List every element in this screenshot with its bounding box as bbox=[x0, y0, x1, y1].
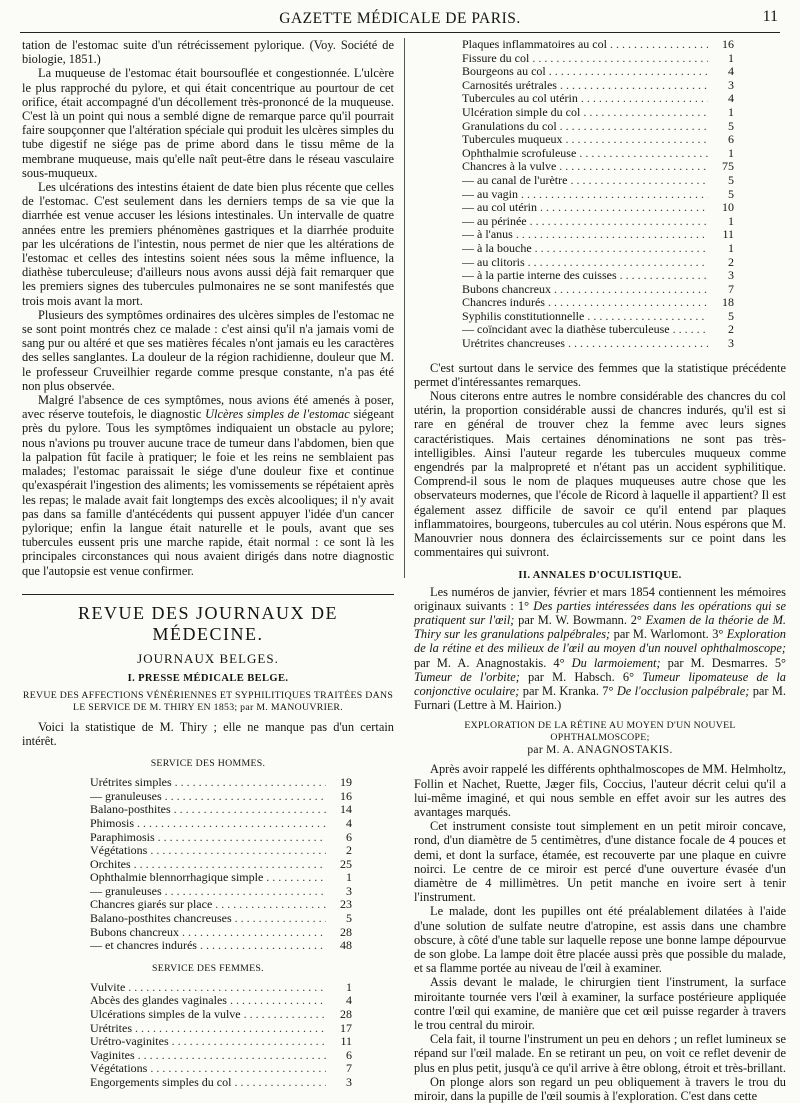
paragraph: Cela fait, il tourne l'instrument un peu en dehors ; un reflet lumineux se répand sur l'œil malade. En se retirant un peu, on voit ce reflet devenir de plus en plus petit, jusqu'à ce qu'il arrive à être oblong, étroit et très-brillant. bbox=[414, 1032, 786, 1075]
stats-row bbox=[90, 844, 352, 858]
stats-row bbox=[90, 939, 352, 953]
stats-value: 11 bbox=[340, 1034, 352, 1049]
stats-label-cell bbox=[462, 92, 708, 106]
stats-label: Végétations . . . bbox=[90, 844, 326, 857]
stats-value: 25 bbox=[340, 856, 352, 871]
stats-value: 14 bbox=[340, 802, 352, 817]
stats-row bbox=[90, 858, 352, 872]
service-femmes-heading: SERVICE DES FEMMES. bbox=[152, 962, 264, 974]
stats-value: 6 bbox=[728, 132, 734, 147]
stats-label: — au col utérin . . . bbox=[462, 201, 708, 214]
stats-label-cell bbox=[90, 939, 326, 953]
two-column-body bbox=[22, 37, 786, 1103]
stats-value: 23 bbox=[340, 897, 352, 912]
italic-run: Examen de la théorie de M. Thiry sur les granulations palpébrales; bbox=[414, 612, 786, 642]
stats-row bbox=[462, 120, 734, 134]
paragraph: Nous citerons entre autres le nombre considérable des chancres du col utérin, la proportion considérable aussi de chancres indurés, qu'il est si rare en général de trouver chez la femme avec leurs signes caractéristiques. Mais certaines dénominations ne sont pas très-intelligibles. Ainsi l'auteur regarde les tubercules muqueux comme engendrés par la malpropreté et n'étant pas un accident syphilitique. Comprend-il sous le nom de plaques muqueuses autre chose que les observateurs modernes, que l'école de Ricord à laquelle il appartient? Il est également assez difficile de savoir ce qu'il entend par plaques inflammatoires, bourgeons, tubercules au col utérin. Nous espérons que M. Manouvrier nous donnera des éclaircissements sur ce point dans les commentaires qui suivront. bbox=[414, 389, 786, 560]
paragraph: Voici la statistique de M. Thiry ; elle ne manque pas d'un certain intérêt. bbox=[22, 719, 394, 748]
stats-row bbox=[462, 201, 734, 215]
stats-value: 3 bbox=[346, 883, 352, 898]
stats-row bbox=[462, 92, 734, 106]
stats-value: 4 bbox=[346, 815, 352, 830]
stats-label-cell bbox=[462, 160, 708, 174]
stats-label-cell bbox=[462, 120, 708, 134]
stats-value: 7 bbox=[728, 281, 734, 296]
paragraph: Cet instrument consiste tout simplement en un petit miroir concave, rond, d'un diamètre de 5 centimètres, d'une distance focale de 4 pouces et demi, et dont la surface, étamée, est recouverte par une plaque en cuivre noirci. Le centre de ce miroir est percé d'une ouverture évasée d'un diamètre de 4 millimètres. Un petit manche en ivoire sert à tenir l'instrument. bbox=[414, 819, 786, 905]
stats-value: 4 bbox=[346, 993, 352, 1008]
article-heading-line: REVUE DES AFFECTIONS VÉNÉRIENNES ET SYPHILITIQUES TRAITÉES DANS bbox=[22, 689, 394, 701]
paragraph: Le malade, dont les pupilles ont été préalablement dilatées à l'aide d'une solution de sulfate neutre d'atropine, est assis dans une chambre obscure, à côté d'une table sur laquelle repose une bonne lampe dépourvue de son globe. La lampe doit être placée aussi près que possible du malade, et sa flamme portée au niveau de l'œil à examiner. bbox=[414, 904, 786, 976]
stats-label: — au canal de l'urètre . . . bbox=[462, 174, 708, 187]
stats-row bbox=[462, 106, 734, 120]
stats-row bbox=[90, 1049, 352, 1063]
stats-label-cell bbox=[90, 898, 326, 912]
stats-label: Chancres à la vulve . . . bbox=[462, 160, 708, 173]
stats-label-cell bbox=[462, 283, 708, 297]
stats-label: — au vagin . . . bbox=[462, 188, 708, 201]
stats-value: 3 bbox=[728, 268, 734, 283]
stats-value: 19 bbox=[340, 775, 352, 790]
stats-label: Chancres indurés . . . bbox=[462, 296, 708, 309]
stats-value: 2 bbox=[728, 322, 734, 337]
stats-row bbox=[462, 256, 734, 270]
stats-label: Végétations . . . bbox=[90, 1062, 326, 1075]
stats-row bbox=[90, 898, 352, 912]
stats-label-cell bbox=[462, 174, 708, 188]
stats-label-cell bbox=[90, 803, 326, 817]
stats-label-cell bbox=[462, 133, 708, 147]
stats-label: Vulvite . . . bbox=[90, 981, 326, 994]
stats-label: — à la partie interne des cuisses . . . bbox=[462, 269, 708, 282]
italic-run: Du larmoiement; bbox=[571, 655, 661, 670]
stats-label-cell bbox=[90, 994, 326, 1008]
stats-label: Urétrites chancreuses . . . bbox=[462, 337, 708, 350]
stats-value: 1 bbox=[728, 240, 734, 255]
italic-run: De l'occlusion palpébrale; bbox=[616, 683, 750, 698]
journaux-heading: JOURNAUX BELGES. bbox=[137, 650, 279, 666]
stats-value: 4 bbox=[728, 91, 734, 106]
text-run: par M. Desmarres. 5° bbox=[660, 655, 786, 670]
stats-label: Engorgements simples du col . . . bbox=[90, 1076, 326, 1089]
stats-value: 5 bbox=[728, 186, 734, 201]
stats-label: Phimosis . . . bbox=[90, 817, 326, 830]
stats-label-cell bbox=[90, 844, 326, 858]
stats-row bbox=[90, 885, 352, 899]
stats-row bbox=[462, 296, 734, 310]
stats-row bbox=[90, 803, 352, 817]
stats-label-cell bbox=[462, 147, 708, 161]
stats-value: 5 bbox=[728, 308, 734, 323]
stats-label-cell bbox=[90, 831, 326, 845]
italic-run: Ulcères simples de l'estomac bbox=[205, 407, 350, 422]
stats-value: 3 bbox=[728, 336, 734, 351]
stats-label: Ulcérations simples de la vulve . . . bbox=[90, 1008, 326, 1021]
text-run: par M. Kranka. 7° bbox=[519, 683, 617, 698]
italic-run: Tumeur lipomateuse de la conjonctive oculaire; bbox=[414, 669, 786, 698]
paragraph: Assis devant le malade, le chirurgien tient l'instrument, la surface miroitante tournée vers l'œil à examiner, la surface postérieure appliquée contre l'œil qui examine, de manière que cet œil puisse regarder à travers le trou central du miroir. bbox=[414, 975, 786, 1032]
exploration-heading-line: par M. A. ANAGNOSTAKIS. bbox=[527, 744, 673, 757]
stats-label: Balano-posthites . . . bbox=[90, 803, 326, 816]
stats-value: 18 bbox=[722, 295, 734, 310]
exploration-heading bbox=[414, 720, 786, 756]
service-hommes-heading: SERVICE DES HOMMES. bbox=[150, 758, 266, 770]
paragraph: tation de l'estomac suite d'un rétrécissement pylorique. (Voy. Société de biologie, 1851.) bbox=[22, 38, 394, 67]
text-run: par M. Warlomont. 3° bbox=[610, 627, 727, 642]
stats-label: Bubons chancreux . . . bbox=[462, 283, 708, 296]
stats-label: Abcès des glandes vaginales . . . bbox=[90, 994, 326, 1007]
stats-label-cell bbox=[90, 776, 326, 790]
stats-label-cell bbox=[462, 256, 708, 270]
paragraph: Après avoir rappelé les différents ophthalmoscopes de MM. Helmholtz, Follin et Nachet, Ruette, Jæger fils, Coccius, l'auteur décrit celui qu'il a lui-même imaginé, et qui nous semble en effet avoir sur les autres des avantages marqués. bbox=[414, 762, 786, 819]
stats-label-cell bbox=[462, 242, 708, 256]
stats-label-cell bbox=[462, 310, 708, 324]
text-run: Les numéros de janvier, février et mars 1854 contiennent les mémoires originaux suivants : 1° bbox=[414, 584, 786, 613]
italic-run: Des parties intéressées dans les opérations qui se pratiquent sur l'œil; bbox=[414, 598, 786, 627]
stats-row bbox=[90, 817, 352, 831]
text-run: par M. W. Bowmann. 2° bbox=[514, 612, 646, 627]
stats-label-cell bbox=[90, 1076, 326, 1090]
paragraph bbox=[414, 585, 786, 713]
stats-row bbox=[462, 269, 734, 283]
stats-label: Granulations du col . . . bbox=[462, 120, 708, 133]
stats-label-cell bbox=[90, 1035, 326, 1049]
stats-value: 16 bbox=[340, 788, 352, 803]
text-run: par M. Furnari (Lettre à M. Hairion.) bbox=[414, 683, 786, 713]
stats-label: Ulcération simple du col . . . bbox=[462, 106, 708, 119]
stats-row bbox=[90, 981, 352, 995]
stats-label: Vaginites . . . bbox=[90, 1049, 326, 1062]
stats-label-cell bbox=[462, 188, 708, 202]
stats-label-cell bbox=[90, 981, 326, 995]
stats-label-cell bbox=[90, 926, 326, 940]
stats-row bbox=[90, 926, 352, 940]
stats-row bbox=[90, 1062, 352, 1076]
stats-row bbox=[462, 174, 734, 188]
stats-row bbox=[462, 147, 734, 161]
stats-label-cell bbox=[462, 38, 708, 52]
stats-label-cell bbox=[90, 1062, 326, 1076]
stats-value: 5 bbox=[346, 911, 352, 926]
stats-table-hommes bbox=[90, 776, 352, 953]
stats-row bbox=[462, 188, 734, 202]
stats-row bbox=[462, 52, 734, 66]
stats-label: Plaques inflammatoires au col . . . bbox=[462, 38, 708, 51]
journal-title: GAZETTE MÉDICALE DE PARIS. bbox=[279, 10, 521, 27]
stats-row bbox=[90, 912, 352, 926]
text-run: Malgré l'absence de ces symptômes, nous avions été amenés à poser, avec réserve toutefois, le diagnostic bbox=[22, 393, 394, 422]
stats-label-cell bbox=[90, 858, 326, 872]
column-divider bbox=[404, 38, 405, 578]
exploration-heading-line: EXPLORATION DE LA RÉTINE AU MOYEN D'UN NOUVEL OPHTHALMOSCOPE; bbox=[464, 720, 736, 744]
stats-value: 5 bbox=[728, 172, 734, 187]
stats-label-cell bbox=[90, 871, 326, 885]
stats-row bbox=[90, 1035, 352, 1049]
stats-label-cell bbox=[90, 885, 326, 899]
stats-label: — coïncidant avec la diathèse tuberculeuse . . . bbox=[462, 323, 708, 336]
stats-value: 3 bbox=[346, 1075, 352, 1089]
review-title: REVUE DES JOURNAUX DE MÉDECINE. bbox=[78, 602, 338, 644]
right-column bbox=[414, 38, 786, 1103]
stats-label: Tubercules muqueux . . . bbox=[462, 133, 708, 146]
stats-row bbox=[462, 323, 734, 337]
stats-label: Bourgeons au col . . . bbox=[462, 65, 708, 78]
left-column bbox=[22, 38, 394, 1090]
stats-label: Fissure du col . . . bbox=[462, 52, 708, 65]
stats-label-cell bbox=[462, 201, 708, 215]
stats-value: 1 bbox=[728, 50, 734, 65]
stats-row bbox=[462, 283, 734, 297]
stats-value: 4 bbox=[728, 64, 734, 79]
text-run: par M. Habsch. 6° bbox=[519, 669, 643, 684]
stats-value: 2 bbox=[728, 254, 734, 269]
paragraph: La muqueuse de l'estomac était boursouflée et congestionnée. L'ulcère le plus rapproché du pylore, et qui était concentrique au pourtour de cet orifice, était accompagné d'un décollement très-prononcé de la muqueuse. C'est là un point qui nous a semblé digne de remarque parce qu'il pourrait faire soupçonner que l'altération spéciale qui produit les ulcères simples du tube digestif ne siége pas de prime abord dans le tissu même de la membrane muqueuse, mais qu'elle naît peut-être dans le réseau vasculaire sous-muqueux. bbox=[22, 66, 394, 180]
stats-row bbox=[90, 831, 352, 845]
stats-label: Chancres giarés sur place . . . bbox=[90, 898, 326, 911]
presse-heading: I. PRESSE MÉDICALE BELGE. bbox=[127, 672, 289, 684]
stats-label: Urétrites . . . bbox=[90, 1022, 326, 1035]
stats-label-cell bbox=[90, 790, 326, 804]
paragraph: Plusieurs des symptômes ordinaires des ulcères simples de l'estomac ne se sont point montrés chez ce malade : c'est ainsi qu'il n'a jamais vomi de sang pur ou altéré et que ses matières fécales n'ont jamais eu les caractères des selles sanglantes. La douleur de la région rachidienne, douleur que M. le professeur Cruveilhier regarde comme presque constante, n'a pas été non plus observée. bbox=[22, 307, 394, 393]
stats-row bbox=[462, 228, 734, 242]
stats-label-cell bbox=[90, 817, 326, 831]
article-heading bbox=[22, 690, 394, 714]
stats-value: 11 bbox=[722, 227, 734, 242]
stats-label-cell bbox=[462, 228, 708, 242]
stats-row bbox=[90, 1008, 352, 1022]
stats-label-cell bbox=[462, 79, 708, 93]
stats-label: Ophthalmie blennorrhagique simple . . . bbox=[90, 871, 326, 884]
stats-value: 28 bbox=[340, 1007, 352, 1022]
paragraph bbox=[22, 393, 394, 578]
stats-row bbox=[90, 776, 352, 790]
paragraph: Les ulcérations des intestins étaient de date bien plus récente que celles de l'estomac. C'est seulement dans les derniers temps de sa vie que la diarrhée est venue accuser les lésions intestinales. Un intervalle de quatre années entre les premiers phénomènes gastriques et la diarrhée produite par les ulcérations de l'intestin, nous permet de nier que les altérations de l'estomac et celles des intestins soient nées sous la même influence, la diathèse tuberculeuse; d'ailleurs nous avons aussi déjà fait remarquer que les premiers signes des tubercules pulmonaires ne se sont manifestés que trois mois avant la mort. bbox=[22, 180, 394, 308]
running-header bbox=[20, 8, 780, 33]
stats-label: Paraphimosis . . . bbox=[90, 831, 326, 844]
stats-value: 1 bbox=[728, 145, 734, 160]
stats-label: — à l'anus . . . bbox=[462, 228, 708, 241]
text-run: par M. A. Anagnostakis. 4° bbox=[414, 655, 572, 670]
stats-label-cell bbox=[462, 106, 708, 120]
stats-value: 1 bbox=[728, 104, 734, 119]
italic-run: Tumeur de l'orbite; bbox=[414, 669, 520, 684]
stats-row bbox=[90, 1022, 352, 1036]
stats-label: Bubons chancreux . . . bbox=[90, 926, 326, 939]
annales-heading: II. ANNALES D'OCULISTIQUE. bbox=[518, 569, 682, 581]
stats-row bbox=[462, 133, 734, 147]
stats-label-cell bbox=[90, 1049, 326, 1063]
stats-label: Ophthalmie scrofuleuse . . . bbox=[462, 147, 708, 160]
text-run: siégeant près du pylore. Tous les symptômes indiquaient un obstacle au pylore; nous n'avions pu trouver aucune trace de tumeur dans l'abdomen, bien que la palpation fût facile à pratiquer; le foie et les reins ne semblaient pas malades; l'estomac paraissait le siége d'une douleur fixe et continue qu'exaspérait l'ingestion des aliments; les vomissements se répétaient après les repas; le malade avait fait longtemps des excès alcooliques; il n'y avait pas dans sa famille d'antécédents qui pussent appuyer l'idée d'un cancer pylorique; enfin la langue était naturelle et le pouls, avant que ses tubercules eussent pris une marche rapide, était normal : ce sont là les principales circonstances qui nous avaient dirigés dans notre diagnostic que l'autopsie est venue confirmer. bbox=[22, 407, 394, 578]
stats-value: 10 bbox=[722, 200, 734, 215]
section-divider bbox=[22, 594, 394, 595]
stats-row bbox=[462, 79, 734, 93]
stats-row bbox=[462, 215, 734, 229]
stats-value: 1 bbox=[346, 870, 352, 885]
stats-value: 16 bbox=[722, 37, 734, 51]
stats-row bbox=[462, 242, 734, 256]
page-number: 11 bbox=[762, 8, 778, 25]
stats-value: 28 bbox=[340, 924, 352, 939]
article-heading-line: LE SERVICE DE M. THIRY EN 1853; par M. MANOUVRIER. bbox=[72, 701, 343, 713]
stats-label-cell bbox=[462, 52, 708, 66]
stats-value: 48 bbox=[340, 938, 352, 953]
stats-label: Tubercules au col utérin . . . bbox=[462, 92, 708, 105]
stats-value: 1 bbox=[728, 213, 734, 228]
stats-value: 6 bbox=[346, 829, 352, 844]
stats-value: 7 bbox=[346, 1061, 352, 1076]
stats-row bbox=[462, 337, 734, 351]
stats-value: 17 bbox=[340, 1020, 352, 1035]
stats-value: 5 bbox=[728, 118, 734, 133]
stats-label-cell bbox=[90, 1008, 326, 1022]
stats-label: Carnosités urétrales . . . bbox=[462, 79, 708, 92]
stats-label: Balano-posthites chancreuses . . . bbox=[90, 912, 326, 925]
paragraph: C'est surtout dans le service des femmes que la statistique précédente permet d'intéressantes remarques. bbox=[414, 360, 786, 389]
stats-row bbox=[90, 871, 352, 885]
stats-row bbox=[90, 790, 352, 804]
stats-label-cell bbox=[462, 337, 708, 351]
stats-row bbox=[462, 38, 734, 52]
stats-label: Urétro-vaginites . . . bbox=[90, 1035, 326, 1048]
stats-value: 2 bbox=[346, 843, 352, 858]
stats-row bbox=[462, 65, 734, 79]
stats-label: — granuleuses . . . bbox=[90, 885, 326, 898]
italic-run: Exploration de la rétine et des milieux de l'œil au moyen d'un nouvel ophthalmoscope; bbox=[414, 627, 786, 656]
stats-value: 1 bbox=[346, 979, 352, 994]
stats-label-cell bbox=[462, 269, 708, 283]
stats-label: — au clitoris . . . bbox=[462, 256, 708, 269]
stats-row bbox=[90, 994, 352, 1008]
stats-label: Urétrites simples . . . bbox=[90, 776, 326, 789]
stats-label: Orchites . . . bbox=[90, 858, 326, 871]
stats-label: — et chancres indurés . . . bbox=[90, 939, 326, 952]
stats-label-cell bbox=[90, 912, 326, 926]
stats-value: 75 bbox=[722, 159, 734, 174]
stats-label-cell bbox=[462, 215, 708, 229]
stats-value: 6 bbox=[346, 1047, 352, 1062]
stats-label-cell bbox=[462, 296, 708, 310]
stats-table-continued bbox=[462, 38, 734, 351]
stats-row bbox=[462, 160, 734, 174]
paragraph: On plonge alors son regard un peu obliquement à travers le trou du miroir, dans la pupille de l'œil soumis à l'exploration. C'est dans cette bbox=[414, 1074, 786, 1103]
stats-label: — à la bouche . . . bbox=[462, 242, 708, 255]
stats-label: Syphilis constitutionnelle . . . bbox=[462, 310, 708, 323]
stats-table-femmes bbox=[90, 981, 352, 1090]
stats-row bbox=[462, 310, 734, 324]
stats-label-cell bbox=[90, 1022, 326, 1036]
stats-label-cell bbox=[462, 65, 708, 79]
stats-row bbox=[90, 1076, 352, 1090]
stats-label: — granuleuses . . . bbox=[90, 790, 326, 803]
stats-value: 3 bbox=[728, 77, 734, 92]
stats-label: — au périnée . . . bbox=[462, 215, 708, 228]
stats-label-cell bbox=[462, 323, 708, 337]
